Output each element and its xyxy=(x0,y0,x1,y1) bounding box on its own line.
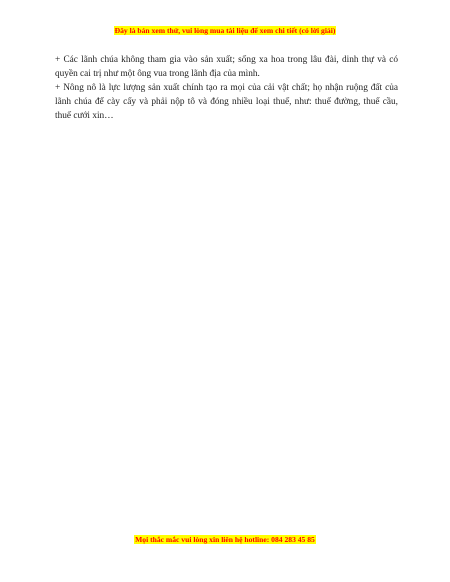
preview-notice-text: Đây là bản xem thử, vui lòng mua tài liệu để xem chi tiết (có lời giải) xyxy=(114,26,336,35)
paragraph-serfs: + Nông nô là lực lượng sản xuất chính tạo ra mọi của cải vật chất; họ nhận ruộng đất của lãnh chúa để cày cấy và phải nộp tô và đóng nhiều loại thuế, như: thuế đường, thuế cầu, thuế cưới xin… xyxy=(55,83,398,121)
hotline-banner xyxy=(0,535,450,545)
hotline-text: Mọi thắc mắc vui lòng xin liên hệ hotline: 084 283 45 85 xyxy=(135,535,315,544)
preview-notice-banner xyxy=(0,26,450,36)
paragraph-lords: + Các lãnh chúa không tham gia vào sản xuất; sống xa hoa trong lâu đài, dinh thự và có quyền cai trị như một ông vua trong lãnh địa của mình. xyxy=(55,55,398,79)
document-body xyxy=(55,53,398,123)
